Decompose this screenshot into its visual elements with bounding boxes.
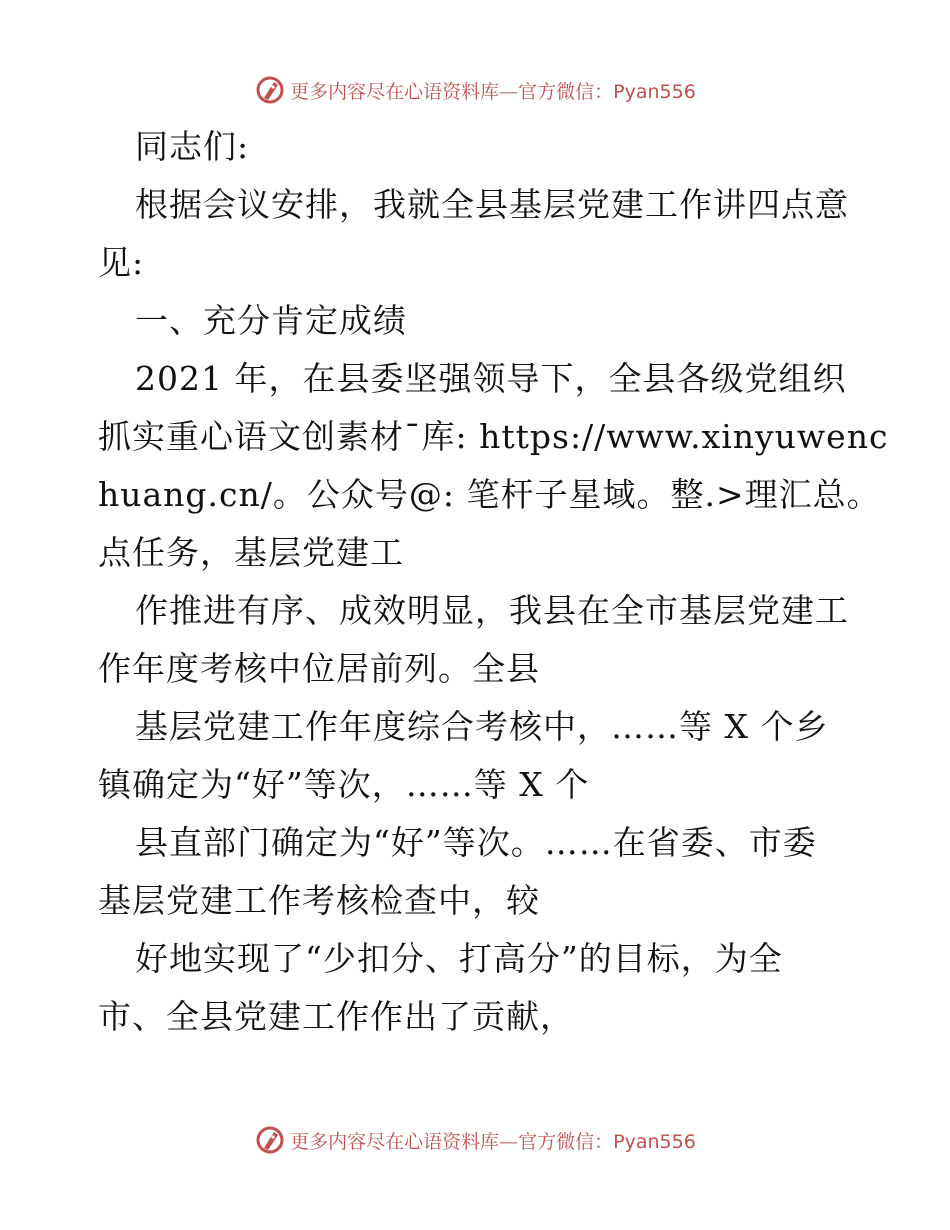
paragraph-line: 市、全县党建工作作出了贡献，: [98, 997, 574, 1036]
paragraph-line: 基层党建工作考核检查中，较: [98, 881, 540, 920]
footer-brand-text: [290, 1127, 696, 1154]
header-wechat: 官方微信：Pyan556: [518, 80, 696, 103]
paragraph-line: 一、充分肯定成绩: [135, 301, 407, 340]
paragraph-line: 镇确定为“好”等次，……等 X 个: [98, 765, 590, 804]
paragraph-line: 基层党建工作年度综合考核中，……等 X 个乡: [135, 707, 829, 746]
document-body: [98, 118, 889, 1046]
header-brand-name: 更多内容尽在心语资料库: [290, 80, 500, 103]
paragraph-line: 抓实重心语文创素材¯库: https://www.xinyuwenc: [98, 417, 889, 456]
paragraph-line: 2021 年，在县委坚强领导下，全县各级党组织: [135, 359, 847, 398]
paragraph-line: 好地实现了“少扣分、打高分”的目标，为全: [135, 939, 783, 978]
footer-brand-name: 更多内容尽在心语资料库: [290, 1130, 500, 1153]
paragraph-line: 点任务，基层党建工: [98, 533, 404, 572]
header-brand-text: [290, 77, 696, 104]
footer-wechat: 官方微信：Pyan556: [518, 1130, 696, 1153]
paragraph-line: 作年度考核中位居前列。全县: [98, 649, 540, 688]
pen-nib-circle-logo-icon: [254, 74, 286, 106]
paragraph-line: 见:: [98, 243, 145, 282]
footer-separator: —: [499, 1130, 519, 1153]
header-separator: —: [499, 80, 519, 103]
paragraph-line: 作推进有序、成效明显，我县在全市基层党建工: [135, 591, 849, 630]
pen-nib-circle-logo-icon: [254, 1124, 286, 1156]
header-watermark-banner: [0, 70, 950, 110]
paragraph-line: 县直部门确定为“好”等次。……在省委、市委: [135, 823, 817, 862]
paragraph-line: 同志们:: [135, 127, 250, 166]
paragraph-line: huang.cn/。公众号@: 笔杆子星域。整.>理汇总。: [98, 475, 881, 514]
paragraph-line: 根据会议安排，我就全县基层党建工作讲四点意: [135, 185, 849, 224]
footer-watermark-banner: [0, 1120, 950, 1160]
